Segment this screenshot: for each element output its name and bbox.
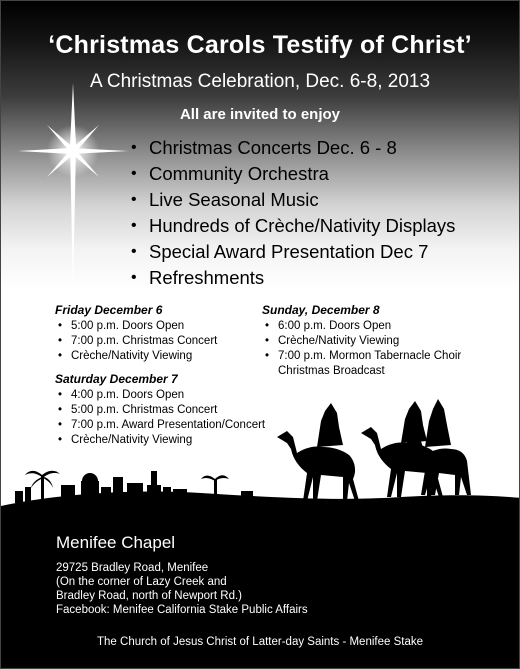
list-item: • 7:00 p.m. Christmas Concert bbox=[55, 334, 217, 349]
day-heading: Saturday December 7 bbox=[55, 372, 178, 386]
list-item: • Crèche/Nativity Viewing bbox=[55, 433, 265, 448]
list-item: • 6:00 p.m. Doors Open bbox=[262, 319, 492, 334]
list-item: • Special Award Presentation Dec 7 bbox=[131, 239, 455, 265]
list-item: • 5:00 p.m. Doors Open bbox=[55, 319, 217, 334]
list-item: • 7:00 p.m. Award Presentation/Concert bbox=[55, 418, 265, 433]
location-name: Menifee Chapel bbox=[56, 533, 176, 552]
location-address bbox=[56, 561, 308, 617]
list-item: • 4:00 p.m. Doors Open bbox=[55, 388, 265, 403]
invite-text: All are invited to enjoy bbox=[179, 106, 341, 123]
address-line: (On the corner of Lazy Creek and bbox=[56, 576, 227, 588]
list-item: • Refreshments bbox=[131, 265, 455, 291]
list-item: • Hundreds of Crèche/Nativity Displays bbox=[131, 213, 455, 239]
list-item: • Crèche/Nativity Viewing bbox=[262, 334, 492, 349]
address-line: 29725 Bradley Road, Menifee bbox=[56, 562, 209, 574]
church-footer: The Church of Jesus Christ of Latter-day Saints - Menifee Stake bbox=[97, 636, 423, 648]
list-item: • 5:00 p.m. Christmas Concert bbox=[55, 403, 265, 418]
list-item: • Community Orchestra bbox=[131, 161, 455, 187]
address-line: Bradley Road, north of Newport Rd.) bbox=[56, 590, 243, 602]
facebook-line: Facebook: Menifee California Stake Public Affairs bbox=[56, 604, 308, 616]
day-heading: Friday December 6 bbox=[55, 303, 163, 317]
list-item: • Crèche/Nativity Viewing bbox=[55, 349, 217, 364]
list-item: • Christmas Concerts Dec. 6 - 8 bbox=[131, 135, 455, 161]
event-title: ‘Christmas Carols Testify of Christ’ bbox=[48, 31, 472, 59]
list-item: • 7:00 p.m. Mormon Tabernacle Choir Christmas Broadcast bbox=[262, 349, 492, 379]
list-item: • Live Seasonal Music bbox=[131, 187, 455, 213]
event-subtitle: A Christmas Celebration, Dec. 6-8, 2013 bbox=[89, 71, 431, 92]
day-heading: Sunday, December 8 bbox=[262, 303, 380, 317]
